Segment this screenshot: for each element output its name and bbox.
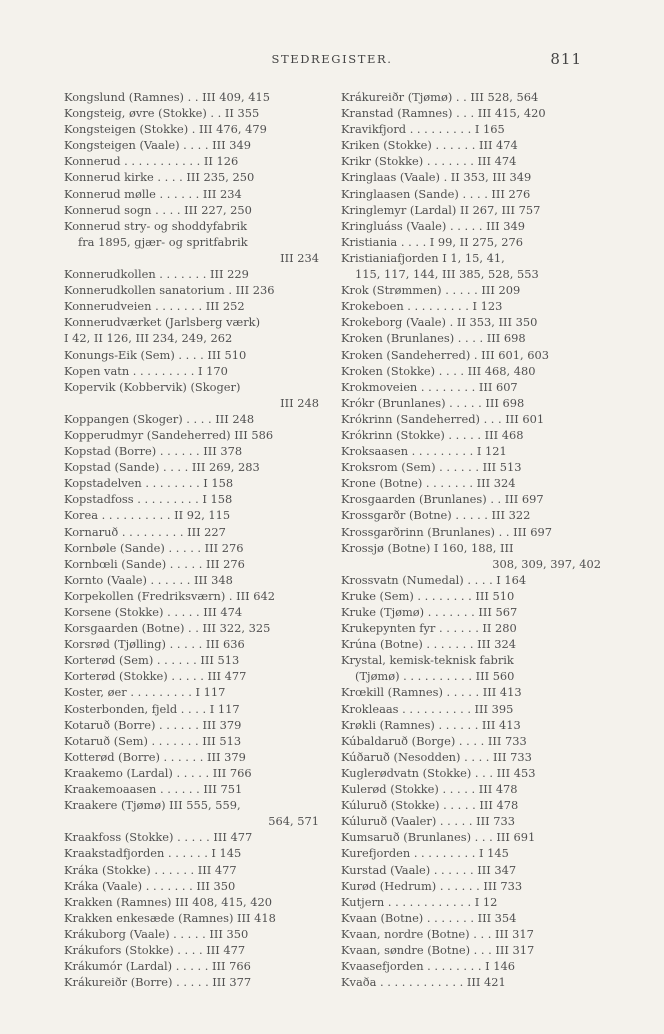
index-entry: Koster, øer . . . . . . . . . I 117 — [64, 685, 226, 700]
index-entry: Kringlaas (Vaale) . II 353, III 349 — [341, 170, 532, 185]
index-entry: Krøkli (Ramnes) . . . . . . III 413 — [341, 717, 521, 732]
index-entry: 564, 571 — [268, 814, 319, 829]
index-entry: Krákureiðr (Tjømø) . . III 528, 564 — [341, 90, 539, 104]
index-entry: Krakken enkesæde (Ramnes) III 418 — [64, 910, 276, 925]
index-entry: Kráka (Vaale) . . . . . . . III 350 — [64, 878, 236, 893]
index-entry: Kongsteigen (Vaale) . . . . III 349 — [64, 138, 251, 153]
index-entry: Kornbœli (Sande) . . . . . III 276 — [64, 556, 245, 571]
index-entry: Kongslund (Ramnes) . . III 409, 415 — [64, 90, 270, 104]
index-entry: III 234 — [280, 250, 319, 265]
index-entry: Kulerød (Stokke) . . . . . III 478 — [341, 782, 518, 797]
index-entry: Konnerud . . . . . . . . . . . II 126 — [64, 154, 239, 169]
index-entry: Kroken (Brunlanes) . . . . III 698 — [341, 331, 526, 346]
index-entry: Krokleaas . . . . . . . . . . III 395 — [341, 701, 514, 716]
index-entry: Krókr (Brunlanes) . . . . . III 698 — [341, 395, 525, 410]
index-entry: Kopperudmyr (Sandeherred) III 586 — [64, 427, 274, 442]
index-entry: 115, 117, 144, III 385, 528, 553 — [355, 267, 539, 282]
index-entry: Kotterød (Borre) . . . . . . III 379 — [64, 749, 246, 764]
index-entry: Kumsaruð (Brunlanes) . . . III 691 — [341, 830, 536, 845]
page-header — [0, 50, 664, 70]
index-entry: Krokeboen . . . . . . . . . I 123 — [341, 299, 503, 314]
page-number: 811 — [550, 50, 582, 68]
index-entry: Konnerudveien . . . . . . . III 252 — [64, 299, 245, 314]
index-entry: Kravikfjord . . . . . . . . . I 165 — [341, 122, 505, 137]
index-entry: Krossjø (Botne) I 160, 188, III — [341, 540, 514, 555]
index-entry: Kopstad (Sande) . . . . III 269, 283 — [64, 460, 260, 475]
index-entry: Korterød (Sem) . . . . . . III 513 — [64, 653, 240, 668]
index-entry: Kotaruð (Borre) . . . . . . III 379 — [64, 717, 242, 732]
index-entry: Korsgaarden (Botne) . . III 322, 325 — [64, 621, 271, 636]
index-entry: Konnerud sogn . . . . III 227, 250 — [64, 202, 252, 217]
index-entry: Kriken (Stokke) . . . . . . III 474 — [341, 138, 518, 153]
index-entry: Kvaða . . . . . . . . . . . . III 421 — [341, 975, 506, 990]
index-entry: Kraakstadfjorden . . . . . . I 145 — [64, 846, 242, 861]
index-entry: Konnerud mølle . . . . . . III 234 — [64, 186, 242, 201]
index-entry: Kvaasefjorden . . . . . . . . I 146 — [341, 959, 515, 974]
index-entry: Kristiania . . . . I 99, II 275, 276 — [341, 234, 524, 249]
index-entry: Konnerudkollen sanatorium . III 236 — [64, 283, 275, 298]
index-entry: Krákumór (Lardal) . . . . . III 766 — [64, 959, 251, 974]
index-entry: Krákuborg (Vaale) . . . . . III 350 — [64, 926, 249, 941]
index-entry: Kruke (Tjømø) . . . . . . . III 567 — [341, 605, 518, 619]
index-entry: Korsrød (Tjølling) . . . . . III 636 — [64, 637, 245, 652]
index-entry: Kruke (Sem) . . . . . . . . III 510 — [341, 588, 515, 603]
index-entry: Kosterbonden, fjeld . . . . I 117 — [64, 701, 240, 716]
index-entry: Krossgarðr (Botne) . . . . . III 322 — [341, 508, 531, 523]
index-entry: Krossgarðrinn (Brunlanes) . . III 697 — [341, 524, 552, 539]
index-entry: Kúluruð (Vaaler) . . . . . III 733 — [341, 814, 516, 829]
index-entry: Krúna (Botne) . . . . . . . III 324 — [341, 637, 516, 652]
index-entry: Kúðaruð (Nesodden) . . . . III 733 — [341, 749, 532, 764]
index-entry: Korpekollen (Fredriksværn) . III 642 — [64, 588, 276, 603]
index-entry: Kranstad (Ramnes) . . . III 415, 420 — [341, 106, 546, 121]
index-entry: (Tjømø) . . . . . . . . . . III 560 — [355, 669, 515, 684]
index-entry: Krákufors (Stokke) . . . . III 477 — [64, 942, 246, 957]
index-entry: Krystal, kemisk-teknisk fabrik — [341, 653, 514, 668]
index-entry: Konnerud stry- og shoddyfabrik — [64, 218, 248, 233]
index-entry: Kristianiafjorden I 1, 15, 41, — [341, 250, 505, 265]
index-entry: Kraakemo (Lardal) . . . . . III 766 — [64, 765, 252, 780]
index-entry: Kopervik (Kobbervik) (Skoger) — [64, 379, 241, 394]
index-entry: Krossvatn (Numedal) . . . . I 164 — [341, 572, 527, 587]
index-entry: Kornaruð . . . . . . . . . III 227 — [64, 524, 226, 539]
index-entry: Krókrinn (Stokke) . . . . . III 468 — [341, 427, 524, 442]
index-entry: Kráka (Stokke) . . . . . . III 477 — [64, 862, 237, 877]
index-entry: Kurød (Hedrum) . . . . . . III 733 — [341, 878, 523, 893]
index-entry: Kraakere (Tjømø) III 555, 559, — [64, 798, 241, 813]
index-entry: Kongsteigen (Stokke) . III 476, 479 — [64, 122, 267, 137]
index-entry: Krákureiðr (Borre) . . . . . III 377 — [64, 975, 252, 990]
index-entry: Konnerud kirke . . . . III 235, 250 — [64, 170, 255, 185]
index-entry: Kvaan, søndre (Botne) . . . III 317 — [341, 942, 535, 957]
index-entry: Kopstad (Borre) . . . . . . III 378 — [64, 444, 243, 459]
index-entry: Kotaruð (Sem) . . . . . . . III 513 — [64, 733, 242, 748]
index-entry: Korterød (Stokke) . . . . . III 477 — [64, 669, 247, 684]
index-entry: Kúbaldaruð (Borge) . . . . III 733 — [341, 733, 527, 748]
index-entry: Krok (Strømmen) . . . . . III 209 — [341, 283, 521, 298]
index-entry: Kopstadfoss . . . . . . . . . I 158 — [64, 492, 233, 507]
index-entry: I 42, II 126, III 234, 249, 262 — [64, 331, 233, 346]
index-entry: Krókrinn (Sandeherred) . . . III 601 — [341, 411, 545, 426]
index-entry: Krokeborg (Vaale) . II 353, III 350 — [341, 315, 538, 330]
index-entry: Konnerudværket (Jarlsberg værk) — [64, 315, 261, 330]
index-entry: Kringlemyr (Lardal) II 267, III 757 — [341, 202, 541, 217]
index-entry: Krokmoveien . . . . . . . . III 607 — [341, 379, 518, 394]
index-entry: Kornbøle (Sande) . . . . . III 276 — [64, 540, 244, 555]
index-entry: Kraakfoss (Stokke) . . . . . III 477 — [64, 830, 253, 845]
index-entry: III 248 — [280, 395, 319, 410]
index-entry: Krikr (Stokke) . . . . . . . III 474 — [341, 154, 517, 169]
index-entry: Kraakemoaasen . . . . . . III 751 — [64, 782, 243, 797]
index-entry: Korea . . . . . . . . . . II 92, 115 — [64, 508, 231, 523]
index-entry: Kringluáss (Vaale) . . . . . III 349 — [341, 218, 526, 233]
left-index-column — [64, 89, 319, 990]
index-entry: Kutjern . . . . . . . . . . . . I 12 — [341, 894, 498, 909]
index-entry: Krakken (Ramnes) III 408, 415, 420 — [64, 894, 272, 909]
index-entry: Kúluruð (Stokke) . . . . . III 478 — [341, 798, 519, 813]
index-entry: Kurstad (Vaale) . . . . . . III 347 — [341, 862, 517, 877]
index-entry: Kroksaasen . . . . . . . . . I 121 — [341, 444, 507, 459]
index-entry: Kvaan, nordre (Botne) . . . III 317 — [341, 926, 534, 941]
index-entry: Kopstadelven . . . . . . . . I 158 — [64, 476, 234, 491]
index-entry: Kringlaasen (Sande) . . . . III 276 — [341, 186, 531, 201]
index-entry: Konnerudkollen . . . . . . . III 229 — [64, 267, 249, 282]
index-entry: Kroksrom (Sem) . . . . . . III 513 — [341, 460, 522, 475]
index-entry: Kornto (Vaale) . . . . . . III 348 — [64, 572, 233, 587]
index-entry: Kroken (Sandeherred) . III 601, 603 — [341, 347, 549, 362]
index-entry: Krukepynten fyr . . . . . . II 280 — [341, 621, 517, 636]
page-title: STEDREGISTER. — [271, 52, 393, 66]
index-entry: Kongsteig, øvre (Stokke) . . II 355 — [64, 106, 260, 121]
index-entry: Konungs-Eik (Sem) . . . . III 510 — [64, 347, 247, 362]
index-entry: Kvaan (Botne) . . . . . . . III 354 — [341, 910, 517, 925]
index-entry: Krœkill (Ramnes) . . . . . III 413 — [341, 685, 522, 700]
index-entry: Kuglerødvatn (Stokke) . . . III 453 — [341, 765, 536, 780]
index-entry: Krone (Botne) . . . . . . . III 324 — [341, 476, 516, 491]
index-entry: 308, 309, 397, 402 — [492, 556, 601, 571]
index-entry: Kroken (Stokke) . . . . III 468, 480 — [341, 363, 536, 378]
index-entry: Kopen vatn . . . . . . . . . I 170 — [64, 363, 228, 378]
index-entry: fra 1895, gjær- og spritfabrik — [78, 234, 248, 249]
index-entry: Korsene (Stokke) . . . . . III 474 — [64, 605, 243, 619]
index-entry: Kurefjorden . . . . . . . . . I 145 — [341, 846, 509, 861]
right-index-column — [341, 89, 601, 990]
index-entry: Krosgaarden (Brunlanes) . . III 697 — [341, 492, 544, 507]
index-entry: Koppangen (Skoger) . . . . III 248 — [64, 411, 255, 426]
